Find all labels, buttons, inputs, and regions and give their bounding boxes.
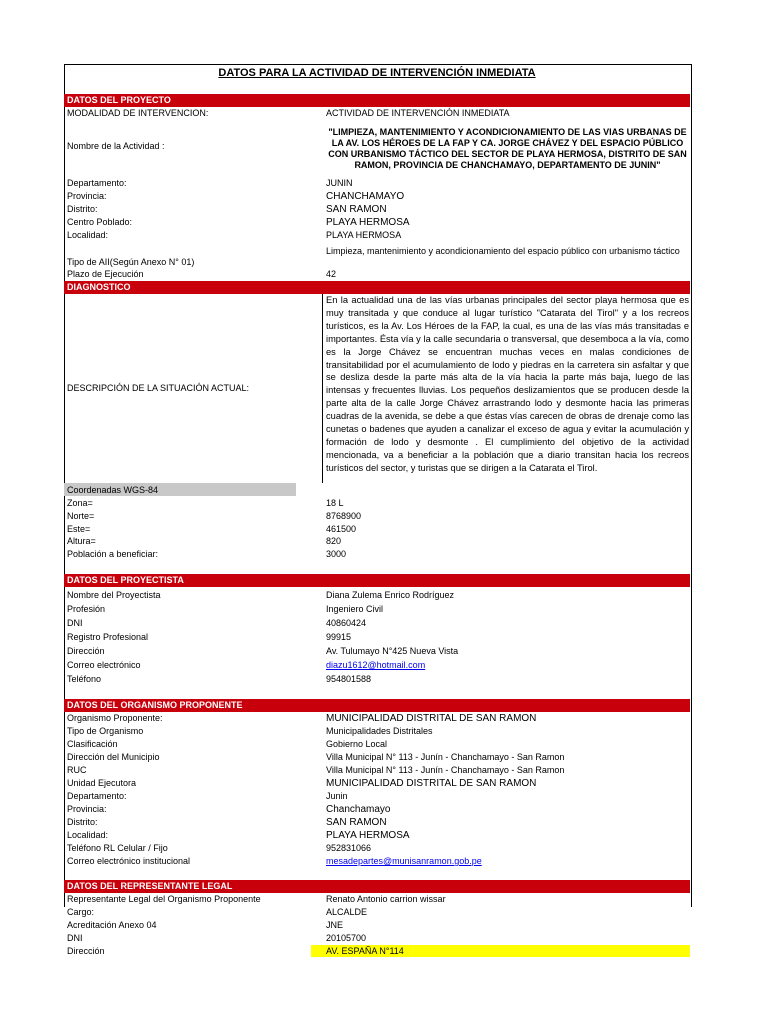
proyectista-dni-label: DNI [67,618,83,628]
org-telefono-label: Teléfono RL Celular / Fijo [67,843,168,853]
zona-value: 18 L [326,498,344,508]
proyectista-correo-label: Correo electrónico [67,660,141,670]
proyectista-direccion-label: Dirección [67,646,105,656]
proyectista-telefono-label: Teléfono [67,674,102,684]
representante-direccion-value: AV. ESPAÑA N°114 [326,946,404,956]
departamento-value: JUNIN [326,178,353,188]
altura-value: 820 [326,536,342,546]
direccion-municipio-label: Dirección del Municipio [67,752,160,762]
representante-dni-label: DNI [67,933,83,943]
clasificacion-label: Clasificación [67,739,118,749]
registro-label: Registro Profesional [67,632,149,642]
este-label: Este= [67,524,91,534]
profesion-label: Profesión [67,604,106,614]
plazo-value: 42 [326,269,337,279]
departamento-label: Departamento: [67,178,127,188]
norte-value: 8768900 [326,511,362,521]
representante-value: Renato Antonio carrion wissar [326,894,446,904]
section-header-proyectista: DATOS DEL PROYECTISTA [64,574,690,587]
representante-dni-value: 20105700 [326,933,367,943]
profesion-value: Ingeniero Civil [326,604,384,614]
section-header-proyecto: DATOS DEL PROYECTO [64,94,690,107]
coordenadas-label: Coordenadas WGS-84 [67,485,159,495]
provincia-value: CHANCHAMAYO [326,191,405,202]
provincia-label: Provincia: [67,191,107,201]
org-distrito-value: SAN RAMON [326,817,387,828]
ruc-label: RUC [67,765,87,775]
section-header-diagnostico: DIAGNOSTICO [64,281,690,294]
tipo-organismo-value: Municipalidades Distritales [326,726,433,736]
localidad-value: PLAYA HERMOSA [326,230,402,240]
section-header-organismo: DATOS DEL ORGANISMO PROPONENTE [64,699,690,712]
org-localidad-value: PLAYA HERMOSA [326,830,410,841]
nombre-actividad-value: "LIMPIEZA, MANTENIMIENTO Y ACONDICIONAMIENTO DE LAS VIAS URBANAS DE LA AV. LOS HÉROES DE LA FAP Y CA. JORGE CHÁVEZ Y DEL ESPACIO PÚBLICO CON URBANISMO TÁCTICO DEL SECTOR DE PLAYA HERMOSA, DISTRITO DE SAN RAMON, PROVINCIA DE CHANCHAMAYO, DEPARTAMENTO DE JUNIN" [328,127,687,170]
unidad-ejecutora-value: MUNICIPALIDAD DISTRITAL DE SAN RAMON [326,778,537,789]
acreditacion-label: Acreditación Anexo 04 [67,920,157,930]
proyectista-nombre-value: Diana Zulema Enrico Rodríguez [326,590,455,600]
zona-label: Zona= [67,498,93,508]
org-email-link[interactable]: mesadepartes@munisanramon.gob.pe [326,856,482,866]
ruc-value: Villa Municipal N° 113 - Junín - Chanchamayo - San Ramon [326,765,565,775]
tipo-organismo-label: Tipo de Organismo [67,726,144,736]
proyectista-dni-value: 40860424 [326,618,367,628]
org-departamento-label: Departamento: [67,791,127,801]
cargo-value: ALCALDE [326,907,368,917]
organismo-label: Organismo Proponente: [67,713,163,723]
cargo-label: Cargo: [67,907,95,917]
registro-value: 99915 [326,632,352,642]
direccion-municipio-value: Villa Municipal N° 113 - Junín - Chanchamayo - San Ramon [326,752,565,762]
page-title: DATOS PARA LA ACTIVIDAD DE INTERVENCIÓN INMEDIATA [218,67,536,79]
distrito-label: Distrito: [67,204,98,214]
section-header-representante: DATOS DEL REPRESENTANTE LEGAL [64,880,690,893]
org-departamento-value: Junin [326,791,348,801]
modalidad-label: MODALIDAD DE INTERVENCION: [67,108,209,118]
poblacion-label: Población a beneficiar: [67,549,159,559]
nombre-actividad-label: Nombre de la Actividad : [67,141,165,151]
distrito-value: SAN RAMON [326,204,387,215]
organismo-value: MUNICIPALIDAD DISTRITAL DE SAN RAMON [326,713,537,724]
tipo-aii-value: Limpieza, mantenimiento y acondicionamiento del espacio público con urbanismo táctico [326,246,680,256]
org-telefono-value: 952831066 [326,843,372,853]
altura-label: Altura= [67,536,96,546]
centro-poblado-value: PLAYA HERMOSA [326,217,410,228]
representante-label: Representante Legal del Organismo Proponente [67,894,261,904]
norte-label: Norte= [67,511,95,521]
representante-direccion-label: Dirección [67,946,105,956]
proyectista-direccion-value: Av. Tulumayo N°425 Nueva Vista [326,646,459,656]
tipo-aii-label: Tipo de AII(Según Anexo N° 01) [67,257,195,267]
descripcion-label: DESCRIPCIÓN DE LA SITUACIÓN ACTUAL: [67,383,250,393]
proyectista-email-link[interactable]: diazu1612@hotmail.com [326,660,426,670]
proyectista-nombre-label: Nombre del Proyectista [67,590,161,600]
poblacion-value: 3000 [326,549,347,559]
org-distrito-label: Distrito: [67,817,98,827]
unidad-ejecutora-label: Unidad Ejecutora [67,778,137,788]
org-correo-label: Correo electrónico institucional [67,856,191,866]
column-divider [322,294,323,483]
acreditacion-value: JNE [326,920,344,930]
descripcion-value: En la actualidad una de las vías urbanas principales del sector playa hermosa que es muy transitada y que conduce al lugar turístico "Catarata del Tirol" y a los recreos turísticos, es la Av. Los Héroes de la FAP, la cual, es una de las vías más transitadas e importantes. Ésta vía y la calle secundaria o transversal, que desemboca a la vía, como es la Jorge Chávez se encuentran muchas veces en malas condiciones de transitabilidad por el acumulamiento de lodo y piedras en la carretera sin asfaltar y que se desliza desde la parte más alta de la vía hacia la parte más baja, luego de las intensas y frecuentes lluvias. Los pequeños deslizamientos que se producen desde la parte alta de la calle Jorge Chávez arrastrando lodo y desmonte hacia las primeras cuadras de la avenida, se debe a que éstas vías carecen de obras de drenaje como las cunetas o badenes que ayuden a canalizar el exceso de agua y evitar la acumulación y formación de lodo y desmonte . El cumplimiento del objetivo de la actividad mencionada, va a beneficiar a la población que a diario transitan hacia los recreos turísticos del sector, y turistas que se dirigen a la Catarata el Tirol. [326,295,689,473]
clasificacion-value: Gobierno Local [326,739,388,749]
localidad-label: Localidad: [67,230,109,240]
centro-poblado-label: Centro Poblado: [67,217,133,227]
org-provincia-value: Chanchamayo [326,804,391,815]
proyectista-telefono-value: 954801588 [326,674,372,684]
modalidad-value: ACTIVIDAD DE INTERVENCIÓN INMEDIATA [326,108,510,118]
org-localidad-label: Localidad: [67,830,109,840]
este-value: 461500 [326,524,357,534]
plazo-label: Plazo de Ejecución [67,269,144,279]
org-provincia-label: Provincia: [67,804,107,814]
